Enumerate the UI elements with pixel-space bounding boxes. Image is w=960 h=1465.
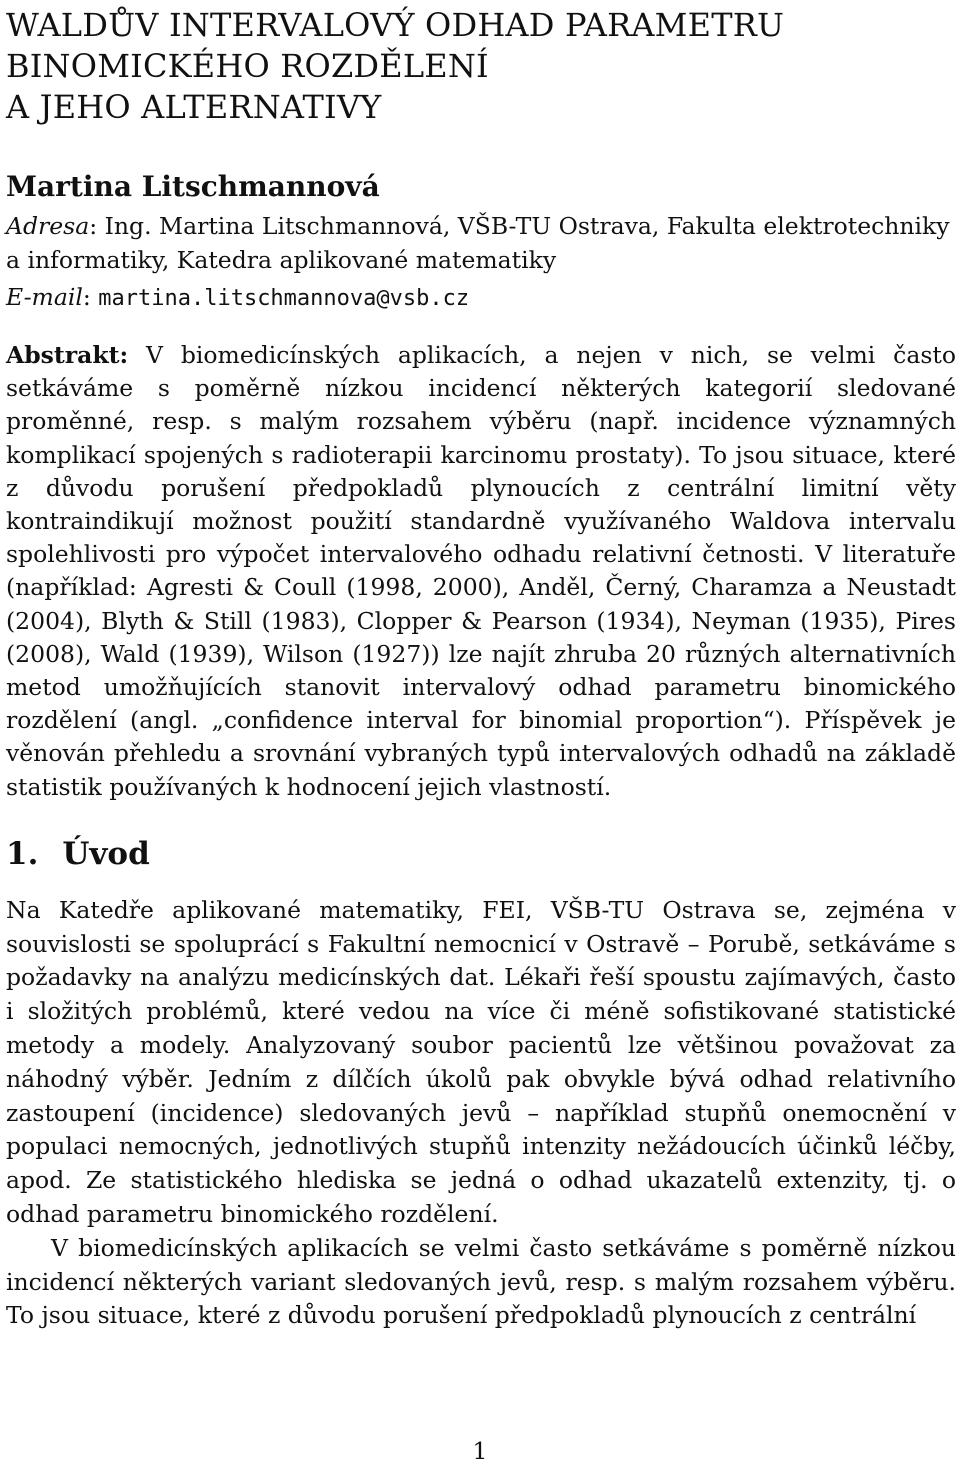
body-paragraph-1: Na Katedře aplikované matematiky, FEI, VŠB-TU Ostrava se, zejména v souvislosti se spoluprácí s Fakultní nemocnicí v Ostravě – Porubě, setkáváme s požadavky na analýzu medicínských dat. Lékaři řeší spoustu zajímavých, často i složitých problémů, které vedou na více či méně sofistikované statistické metody a modely. Analyzovaný soubor pacientů lze většinou považovat za náhodný výběr. Jedním z dílčích úkolů pak obvykle bývá odhad relativního zastoupení (incidence) sledovaných jevů – například stupňů onemocnění v populaci nemocných, jednotlivých stupňů intenzity nežádoucích účinků léčby, apod. Ze statistického hlediska se jedná o odhad ukazatelů extenzity, tj. o odhad parametru binomického rozdělení. bbox=[6, 895, 956, 1229]
author-address bbox=[6, 209, 956, 277]
title-line-3: A JEHO ALTERNATIVY bbox=[6, 88, 382, 126]
author-email bbox=[6, 277, 956, 316]
email-separator: : bbox=[82, 283, 99, 311]
page-number: 1 bbox=[472, 1437, 488, 1465]
email-label: E-mail bbox=[6, 283, 83, 311]
title-line-1: WALDŮV INTERVALOVÝ ODHAD PARAMETRU bbox=[6, 6, 785, 44]
address-text: : Ing. Martina Litschmannová, VŠB-TU Ostrava, Fakulta elektrotechniky a informatiky, Katedra aplikované matematiky bbox=[6, 212, 950, 274]
paper-page bbox=[6, 0, 956, 1333]
section-title: Úvod bbox=[62, 835, 150, 872]
email-address: martina.litschmannova@vsb.cz bbox=[98, 286, 470, 311]
address-label: Adresa bbox=[6, 212, 90, 240]
paper-title bbox=[6, 0, 956, 128]
title-line-2: BINOMICKÉHO ROZDĚLENÍ bbox=[6, 47, 489, 85]
section-heading bbox=[6, 834, 956, 874]
abstract-label: Abstrakt: bbox=[6, 341, 129, 369]
author-name: Martina Litschmannová bbox=[6, 170, 380, 203]
body-paragraph-2: V biomedicínských aplikacích se velmi často setkáváme s poměrně nízkou incidencí některých variant sledovaných jevů, resp. s malým rozsahem výběru. To jsou situace, které z důvodu porušení předpokladů plynoucích z centrální bbox=[6, 1233, 956, 1330]
section-number: 1. bbox=[6, 835, 39, 872]
abstract-text: V biomedicínských aplikacích, a nejen v nich, se velmi často setkáváme s poměrně nízkou incidencí některých kategorií sledované proměnné, resp. s malým rozsahem výběru (např. incidence významných komplikací spojených s radioterapii karcinomu prostaty). To jsou situace, které z důvodu porušení předpokladů plynoucích z centrální limitní věty kontraindikují možnost použití standardně využívaného Waldova intervalu spolehlivosti pro výpočet intervalového odhadu relativní četnosti. V literatuře (například: Agresti & Coull (1998, 2000), Anděl, Černý, Charamza a Neustadt (2004), Blyth & Still (1983), Clopper & Pearson (1934), Neyman (1935), Pires (2008), Wald (1939), Wilson (1927)) lze najít zhruba 20 různých alternativních metod umožňujících stanovit intervalový odhad parametru binomického rozdělení (angl. „confidence interval for binomial proportion“). Příspěvek je věnován přehledu a srovnání vybraných typů intervalových odhadů na základě statistik používaných k hodnocení jejich vlastností. bbox=[6, 341, 956, 801]
abstract bbox=[6, 339, 956, 804]
